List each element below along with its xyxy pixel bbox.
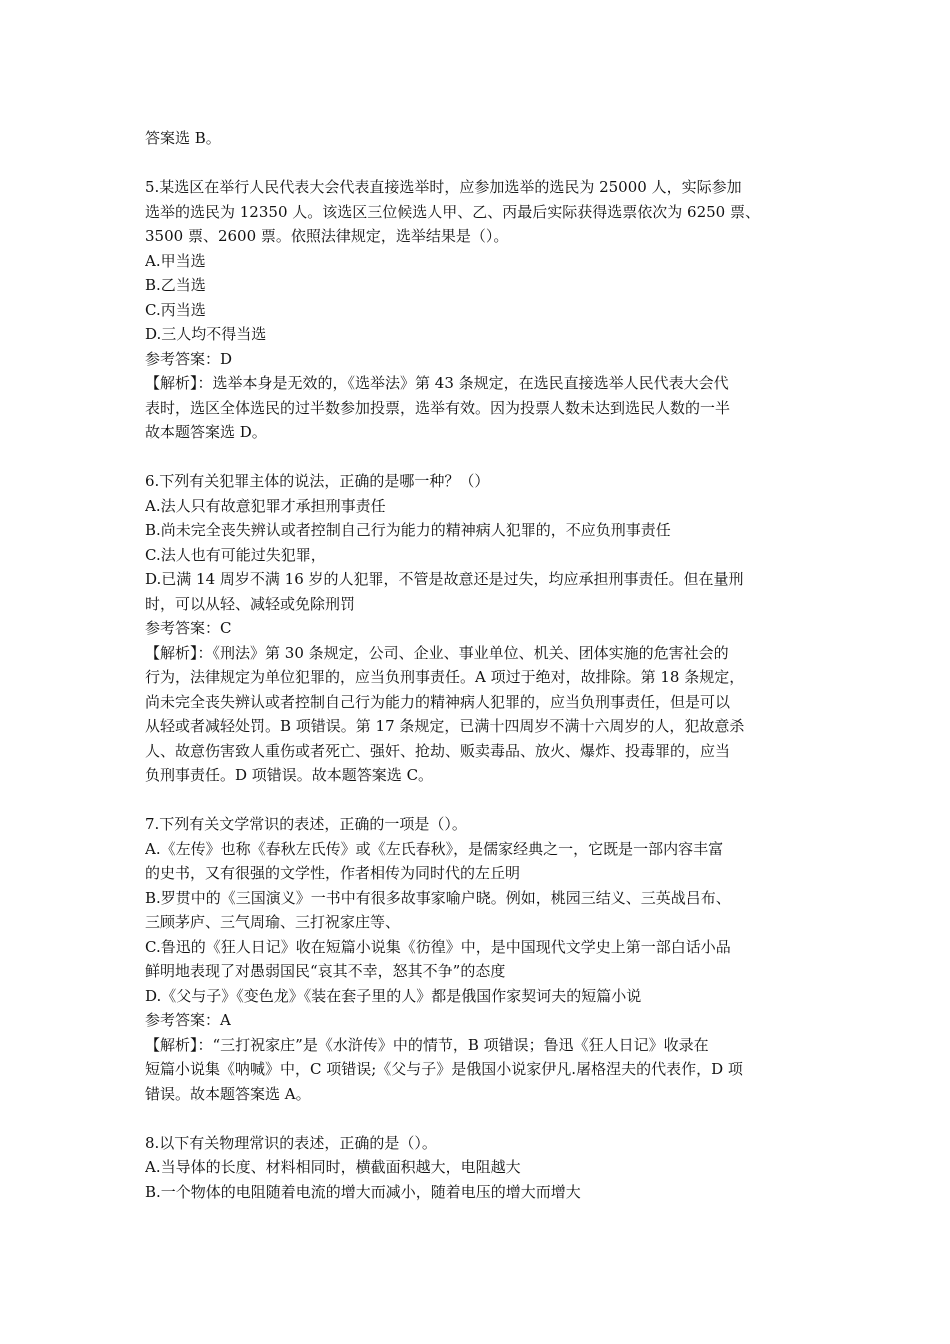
analysis-line: 从轻或者减轻处罚。B 项错误。第 17 条规定，已满十四周岁不满十六周岁的人，犯故意杀 [145, 717, 745, 735]
option-b: B.乙当选 [145, 276, 206, 294]
spacer [145, 445, 815, 470]
question-stem: 选举的选民为 12350 人。该选区三位候选人甲、乙、丙最后实际获得选票依次为 6250 票、 [145, 202, 760, 221]
option-a: A.法人只有故意犯罪才承担刑事责任 [145, 496, 386, 515]
option-d-continued: 时，可以从轻、减轻或免除刑罚 [145, 594, 356, 613]
analysis-line: 负刑事责任。D 项错误。故本题答案选 C。 [145, 766, 434, 784]
option-d: D.已满 14 周岁不满 16 岁的人犯罪，不管是故意还是过失，均应承担刑事责任。但在量刑 [145, 570, 744, 588]
analysis-line: 【解析】：选举本身是无效的，《选举法》第 43 条规定，在选民直接选举人民代表大会代 [145, 374, 729, 392]
reference-answer: 参考答案：C [145, 619, 232, 637]
analysis-line: 尚未完全丧失辨认或者控制自己行为能力的精神病人犯罪的，应当负刑事责任，但是可以 [145, 692, 731, 711]
question-8 [145, 1131, 815, 1205]
option-a: A.甲当选 [145, 251, 206, 270]
option-c: C.丙当选 [145, 300, 206, 319]
prev-answer-line: 答案选 B。 [145, 129, 221, 147]
reference-answer: 参考答案：D [145, 349, 233, 368]
analysis-line: 故本题答案选 D。 [145, 423, 267, 441]
spacer [145, 1106, 815, 1131]
question-stem: 6.下列有关犯罪主体的说法，正确的是哪一种？（） [145, 472, 490, 490]
analysis-line: 短篇小说集《呐喊》中，C 项错误;《父与子》是俄国小说家伊凡.屠格涅夫的代表作，D 项 [145, 1060, 743, 1078]
analysis-line: 人、故意伤害致人重伤或者死亡、强奸、抢劫、贩卖毒品、放火、爆炸、投毒罪的，应当 [145, 741, 731, 760]
question-stem: 7.下列有关文学常识的表述，正确的一项是（）。 [145, 815, 467, 833]
option-c-continued: 鲜明地表现了对愚弱国民“哀其不幸，怒其不争”的态度 [145, 962, 506, 980]
option-c: C.鲁迅的《狂人日记》收在短篇小说集《彷徨》中，是中国现代文学史上第一部白话小品 [145, 937, 731, 956]
option-d: D.三人均不得当选 [145, 325, 267, 343]
option-d: D.《父与子》《变色龙》《装在套子里的人》都是俄国作家契诃夫的短篇小说 [145, 986, 642, 1005]
analysis-line: 行为，法律规定为单位犯罪的，应当负刑事责任。A 项过于绝对，故排除。第 18 条规定， [145, 668, 745, 686]
reference-answer: 参考答案：A [145, 1011, 231, 1029]
analysis-line: 错误。故本题答案选 A。 [145, 1084, 311, 1103]
option-b: B.尚未完全丧失辨认或者控制自己行为能力的精神病人犯罪的，不应负刑事责任 [145, 521, 671, 539]
analysis-line: 【解析】：《刑法》第 30 条规定，公司、企业、事业单位、机关、团体实施的危害社会的 [145, 643, 729, 662]
spacer [145, 788, 815, 813]
analysis-line: 表时，选区全体选民的过半数参加投票，选举有效。因为投票人数未达到选民人数的一半 [145, 398, 731, 417]
question-5 [145, 175, 815, 445]
question-stem: 5.某选区在举行人民代表大会代表直接选举时，应参加选举的选民为 25000 人，实际参加 [145, 178, 742, 196]
question-7 [145, 812, 815, 1106]
question-6 [145, 469, 815, 788]
option-c: C.法人也有可能过失犯罪， [145, 545, 326, 564]
option-b-continued: 三顾茅庐、三气周瑜、三打祝家庄等、 [145, 913, 401, 931]
question-stem: 3500 票、2600 票。依照法律规定，选举结果是（）。 [145, 227, 509, 245]
option-b: B.一个物体的电阻随着电流的增大而减小，随着电压的增大而增大 [145, 1182, 581, 1201]
document-page [145, 126, 815, 1204]
option-a: A.当导体的长度、材料相同时，横截面积越大，电阻越大 [145, 1158, 521, 1176]
option-b: B.罗贯中的《三国演义》一书中有很多故事家喻户晓。例如，桃园三结义、三英战吕布、 [145, 888, 731, 907]
analysis-line: 【解析】：“三打祝家庄”是《水浒传》中的情节，B 项错误；鲁迅《狂人日记》收录在 [145, 1035, 709, 1054]
spacer [145, 151, 815, 176]
question-stem: 8.以下有关物理常识的表述，正确的是（）。 [145, 1133, 437, 1152]
option-a: A.《左传》也称《春秋左氏传》或《左氏春秋》，是儒家经典之一，它既是一部内容丰富 [145, 839, 724, 858]
option-a-continued: 的史书，又有很强的文学性，作者相传为同时代的左丘明 [145, 864, 521, 882]
